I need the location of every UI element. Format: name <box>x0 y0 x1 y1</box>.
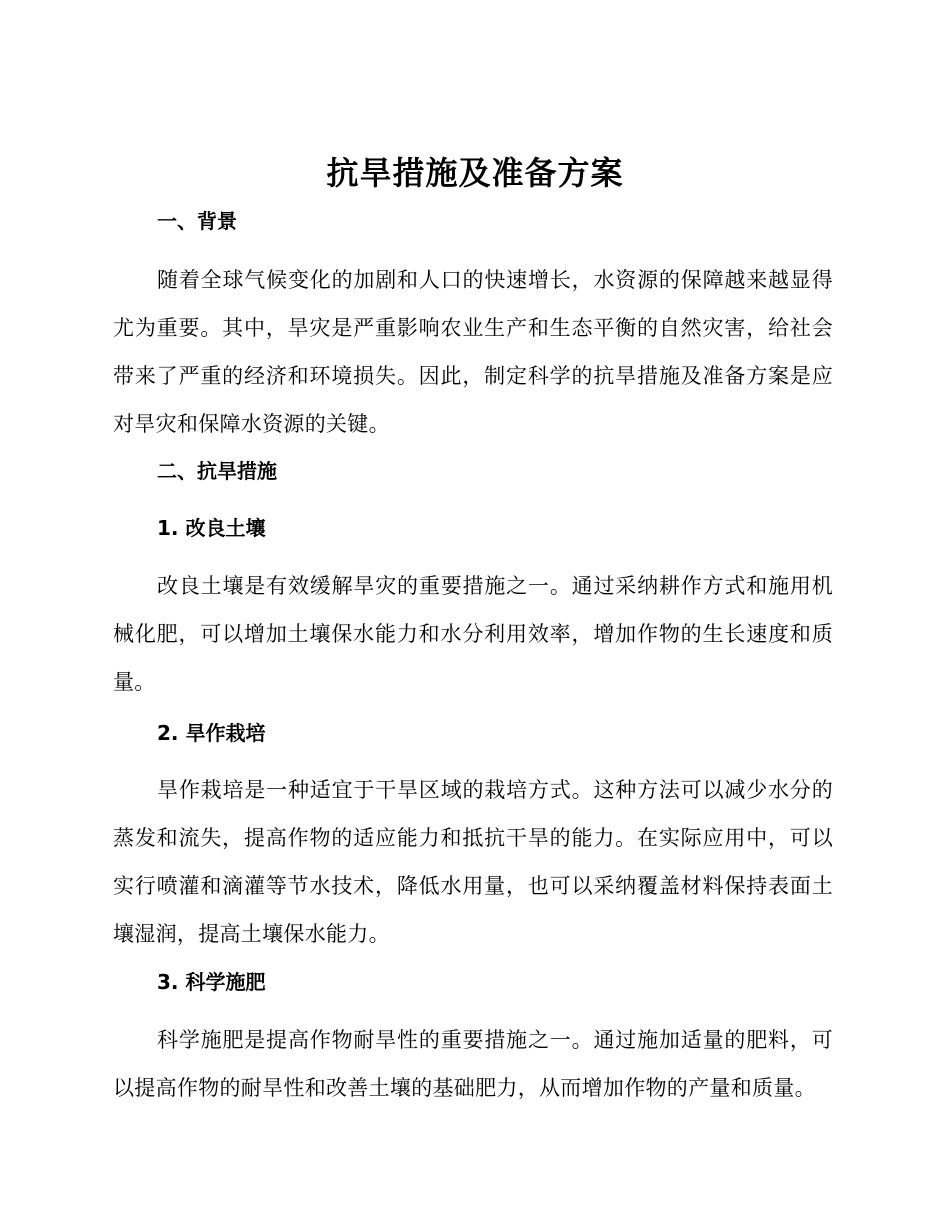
paragraph-scientific-fertilization: 科学施肥是提高作物耐旱性的重要措施之一。通过施加适量的肥料，可以提高作物的耐旱性和改善土壤的基础肥力，从而增加作物的产量和质量。 <box>113 1028 833 1100</box>
paragraph-background: 随着全球气候变化的加剧和人口的快速增长，水资源的保障越来越显得尤为重要。其中，旱灾是严重影响农业生产和生态平衡的自然灾害，给社会带来了严重的经济和环境损失。因此，制定科学的抗旱措施及准备方案是应对旱灾和保障水资源的关键。 <box>113 268 833 436</box>
paragraph-improve-soil: 改良土壤是有效缓解旱灾的重要措施之一。通过采纳耕作方式和施用机械化肥，可以增加土壤保水能力和水分利用效率，增加作物的生长速度和质量。 <box>113 574 833 694</box>
section-heading-measures: 二、抗旱措施 <box>157 459 277 483</box>
subheading-scientific-fertilization: 3. 科学施肥 <box>157 970 266 994</box>
section-heading-background: 一、背景 <box>157 209 237 233</box>
subheading-improve-soil: 1. 改良土壤 <box>157 516 266 540</box>
paragraph-dry-farming: 旱作栽培是一种适宜于干旱区域的栽培方式。这种方法可以减少水分的蒸发和流失，提高作物的适应能力和抵抗干旱的能力。在实际应用中，可以实行喷灌和滴灌等节水技术，降低水用量，也可以采纳覆盖材料保持表面土壤湿润，提高土壤保水能力。 <box>113 778 833 946</box>
document-title: 抗旱措施及准备方案 <box>326 154 624 192</box>
subheading-dry-farming: 2. 旱作栽培 <box>157 721 266 745</box>
